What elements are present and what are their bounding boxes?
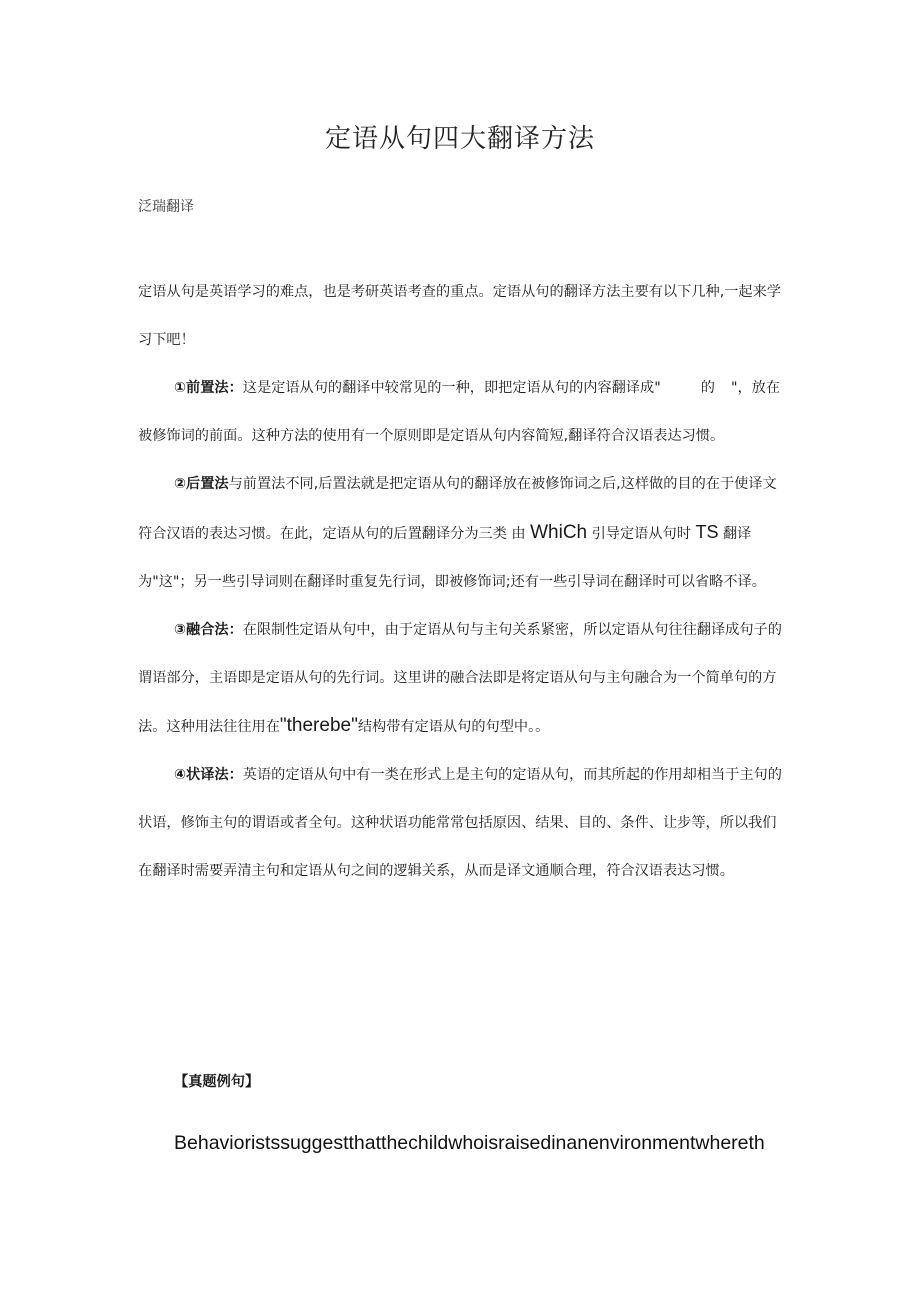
latin-term: TS bbox=[695, 522, 719, 542]
section-heading: ④状译法 bbox=[174, 767, 229, 783]
section-heading: ②后置法 bbox=[174, 476, 229, 492]
latin-term: WhiCh bbox=[530, 522, 588, 543]
latin-term: "therebe" bbox=[279, 715, 358, 736]
section-text: 与前置法不同,后置法就是把定语从句的翻译放在被修饰词之后,这样做的目的在于使译文符合汉语的表达习惯。在此，定语从句的后置翻译分为三类 由 bbox=[138, 476, 777, 542]
section-preposition bbox=[138, 364, 788, 460]
section-text: 在限制性定语从句中，由于定语从句与主句关系紧密，所以定语从句往往翻译成句子的谓语部分，主语即是定语从句的先行词。这里讲的融合法即是将定语从句与主句融合为一个简单句的方法。这种用法往往用在 bbox=[138, 622, 782, 735]
example-sentence: Behavioristssuggestthatthechildwhoisraisedinanenvironmentwhereth bbox=[174, 1132, 765, 1154]
heading-separator: ： bbox=[228, 622, 243, 638]
document-title: 定语从句四大翻译方法 bbox=[324, 124, 595, 154]
section-text: 这是定语从句的翻译中较常见的一种，即把定语从句的内容翻译成" bbox=[242, 380, 661, 396]
intro-paragraph: 定语从句是英语学习的难点，也是考研英语考查的重点。定语从句的翻译方法主要有以下几种,一起来学习下吧！ bbox=[138, 284, 781, 348]
section-text: "，放在被修饰词的前面。这种方法的使用有一个原则即是定语从句内容简短,翻译符合汉语表达习惯。 bbox=[138, 380, 781, 444]
section-fusion bbox=[138, 606, 788, 751]
section-text: 英语的定语从句中有一类在形式上是主句的定语从句，而其所起的作用却相当于主句的状语，修饰主句的谓语或者全句。这种状语功能常常包括原因、结果、目的、条件、让步等，所以我们在翻译时需要弄清主句和定语从句之间的逻辑关系，从而是译文通顺合理，符合汉语表达习惯。 bbox=[138, 767, 782, 879]
heading-separator: ： bbox=[228, 767, 243, 783]
heading-separator: ： bbox=[228, 380, 243, 396]
section-text: 的 bbox=[700, 380, 715, 396]
example-heading: 【真题例句】 bbox=[174, 1074, 260, 1090]
section-text: 结构带有定语从句的句型中。。 bbox=[357, 719, 550, 735]
section-adverbial bbox=[138, 751, 788, 895]
section-heading: ①前置法 bbox=[174, 380, 229, 396]
document-body bbox=[138, 268, 788, 895]
section-text: 翻译为"这"；另一些引导词则在翻译时重复先行词，即被修饰词;还有一些引导词在翻译时可以省略不译。 bbox=[138, 526, 766, 590]
section-heading: ③融合法 bbox=[174, 622, 229, 638]
section-postposition bbox=[138, 460, 788, 606]
source-label: 泛瑞翻译 bbox=[138, 199, 194, 215]
section-text: 引导定语从句时 bbox=[587, 526, 696, 542]
